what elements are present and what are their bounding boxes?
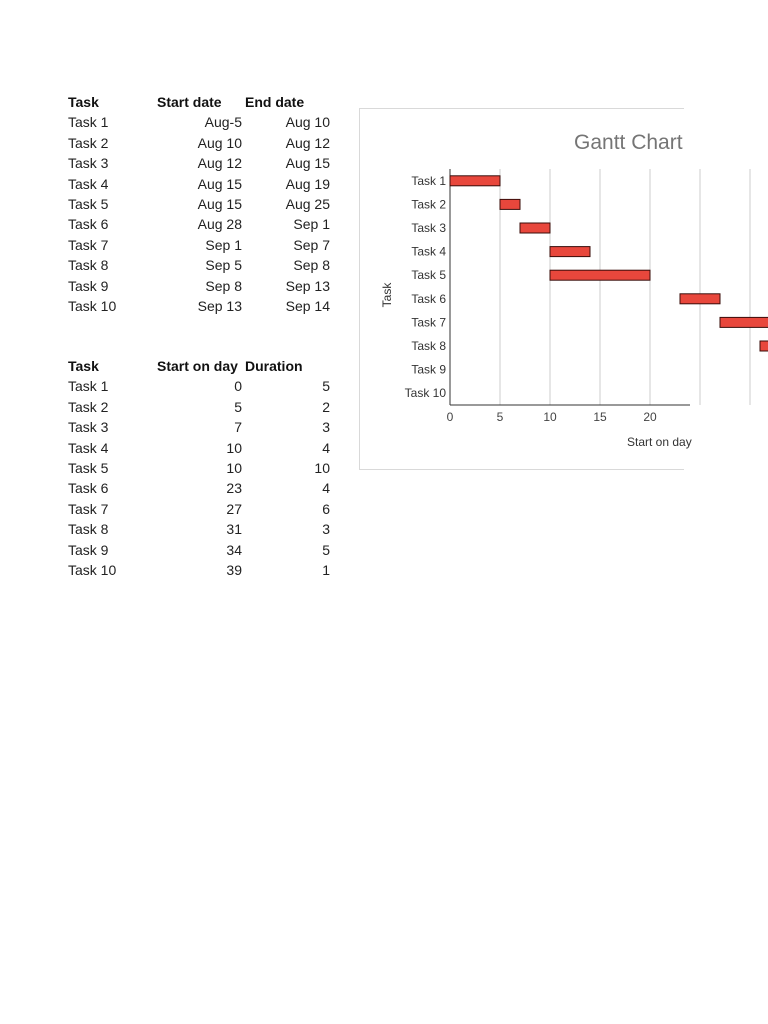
cell-task: Task 9 bbox=[68, 277, 109, 294]
cell-col2: Aug-5 bbox=[204, 114, 242, 131]
y-category-label: Task 6 bbox=[411, 291, 446, 306]
table-row bbox=[68, 194, 332, 214]
table-row bbox=[68, 255, 332, 275]
table-row bbox=[68, 112, 332, 132]
cell-col2: Aug 28 bbox=[197, 216, 242, 233]
cell-col3: 3 bbox=[322, 521, 330, 538]
cell-task: Task 4 bbox=[68, 439, 109, 456]
cell-col2: 7 bbox=[234, 419, 242, 436]
gantt-bar bbox=[760, 341, 768, 351]
duration-header-col3: Duration bbox=[245, 358, 303, 374]
y-category-label: Task 8 bbox=[411, 339, 446, 353]
gantt-chart[interactable] bbox=[359, 108, 692, 470]
x-tick-label: 15 bbox=[593, 410, 607, 424]
cell-task: Task 2 bbox=[68, 398, 109, 415]
cell-task: Task 10 bbox=[68, 298, 117, 314]
cell-col2: Aug 12 bbox=[197, 155, 242, 172]
table-row bbox=[68, 397, 332, 417]
table-row bbox=[68, 519, 332, 539]
y-category-label: Task 7 bbox=[411, 315, 446, 330]
y-axis-title: Task bbox=[380, 282, 394, 308]
table-row bbox=[68, 296, 332, 316]
cell-col2: 34 bbox=[226, 541, 242, 558]
cell-col2: 23 bbox=[226, 480, 242, 497]
cell-task: Task 2 bbox=[68, 134, 109, 151]
cell-col2: Aug 15 bbox=[197, 196, 242, 212]
cell-col3: 10 bbox=[314, 460, 330, 476]
cell-col2: Sep 13 bbox=[197, 298, 242, 314]
table-row bbox=[68, 458, 332, 478]
cell-col2: Sep 8 bbox=[205, 277, 242, 294]
dates-header-task: Task bbox=[68, 94, 99, 110]
cell-task: Task 7 bbox=[68, 236, 109, 253]
cell-col2: Sep 5 bbox=[205, 257, 242, 274]
table-row bbox=[68, 133, 332, 153]
cell-col3: 4 bbox=[322, 439, 330, 456]
duration-header-row bbox=[68, 356, 332, 376]
cell-task: Task 5 bbox=[68, 196, 109, 212]
y-category-label: Task 4 bbox=[411, 244, 446, 259]
duration-header-col2: Start on day bbox=[157, 358, 238, 374]
y-category-label: Task 3 bbox=[411, 221, 446, 235]
cell-col3: Aug 15 bbox=[285, 155, 330, 172]
cell-col2: 10 bbox=[226, 460, 242, 476]
x-axis-title: Start on day bbox=[627, 435, 692, 449]
cell-col3: Sep 14 bbox=[285, 298, 330, 314]
dates-header-row bbox=[68, 92, 332, 112]
y-category-label: Task 2 bbox=[411, 197, 446, 212]
gantt-chart-svg bbox=[360, 109, 692, 469]
cell-task: Task 6 bbox=[68, 480, 109, 497]
cell-task: Task 7 bbox=[68, 500, 109, 517]
cell-col2: 31 bbox=[226, 521, 242, 538]
table-row bbox=[68, 276, 332, 296]
table-row bbox=[68, 153, 332, 173]
y-category-label: Task 5 bbox=[411, 268, 446, 283]
x-tick-label: 10 bbox=[543, 410, 557, 424]
table-row bbox=[68, 540, 332, 560]
x-tick-label: 5 bbox=[496, 410, 504, 424]
cell-col3: Sep 13 bbox=[285, 277, 330, 294]
cell-task: Task 9 bbox=[68, 541, 109, 558]
cell-col3: 5 bbox=[322, 378, 330, 395]
cell-col3: 4 bbox=[322, 480, 330, 497]
cell-task: Task 4 bbox=[68, 175, 109, 192]
cell-task: Task 8 bbox=[68, 521, 109, 538]
x-tick-label: 0 bbox=[446, 410, 454, 424]
table-row bbox=[68, 214, 332, 234]
table-row bbox=[68, 376, 332, 396]
cell-col3: Aug 10 bbox=[285, 114, 330, 131]
cell-col2: 10 bbox=[226, 439, 242, 456]
dates-header-col3: End date bbox=[245, 94, 305, 110]
table-row bbox=[68, 174, 332, 194]
cell-col3: 2 bbox=[322, 398, 330, 415]
gantt-bar bbox=[550, 270, 650, 280]
cell-col3: 1 bbox=[322, 562, 330, 578]
gantt-bar bbox=[520, 223, 550, 233]
cell-task: Task 8 bbox=[68, 257, 109, 274]
cell-task: Task 10 bbox=[68, 562, 117, 578]
cell-col3: 5 bbox=[322, 541, 330, 558]
dates-header-col2: Start date bbox=[157, 94, 222, 110]
cell-task: Task 1 bbox=[68, 114, 109, 131]
cell-col3: 6 bbox=[322, 500, 330, 517]
cell-col3: Sep 7 bbox=[293, 236, 330, 253]
cell-col3: Sep 1 bbox=[293, 216, 330, 233]
cell-task: Task 5 bbox=[68, 460, 109, 476]
cell-col2: Aug 15 bbox=[197, 175, 242, 192]
gantt-bar bbox=[550, 247, 590, 257]
cell-col3: Aug 25 bbox=[285, 196, 330, 212]
cell-task: Task 3 bbox=[68, 155, 109, 172]
cell-col3: 3 bbox=[322, 419, 330, 436]
cell-col2: 27 bbox=[226, 500, 242, 517]
y-category-label: Task 1 bbox=[411, 173, 446, 188]
duration-header-task: Task bbox=[68, 358, 99, 374]
gantt-bar bbox=[680, 294, 720, 304]
cell-col2: 0 bbox=[234, 378, 242, 395]
chart-title: Gantt Chart bbox=[574, 131, 683, 154]
cell-task: Task 6 bbox=[68, 216, 109, 233]
x-tick-label: 20 bbox=[643, 410, 657, 424]
table-row bbox=[68, 438, 332, 458]
gantt-bar bbox=[500, 199, 520, 209]
cell-col2: 39 bbox=[226, 562, 242, 578]
cell-task: Task 1 bbox=[68, 378, 109, 395]
y-category-label: Task 9 bbox=[411, 362, 446, 377]
table-row bbox=[68, 417, 332, 437]
cell-task: Task 3 bbox=[68, 419, 109, 436]
cell-col3: Sep 8 bbox=[293, 257, 330, 274]
table-row bbox=[68, 478, 332, 498]
table-row bbox=[68, 235, 332, 255]
cell-col2: 5 bbox=[234, 398, 242, 415]
cell-col3: Aug 19 bbox=[285, 175, 330, 192]
table-row bbox=[68, 560, 332, 580]
cell-col2: Aug 10 bbox=[197, 134, 242, 151]
gantt-bar bbox=[720, 317, 768, 327]
table-row bbox=[68, 499, 332, 519]
y-category-label: Task 10 bbox=[404, 386, 446, 401]
cell-col3: Aug 12 bbox=[285, 134, 330, 151]
cell-col2: Sep 1 bbox=[205, 236, 242, 253]
gantt-bar bbox=[450, 176, 500, 186]
